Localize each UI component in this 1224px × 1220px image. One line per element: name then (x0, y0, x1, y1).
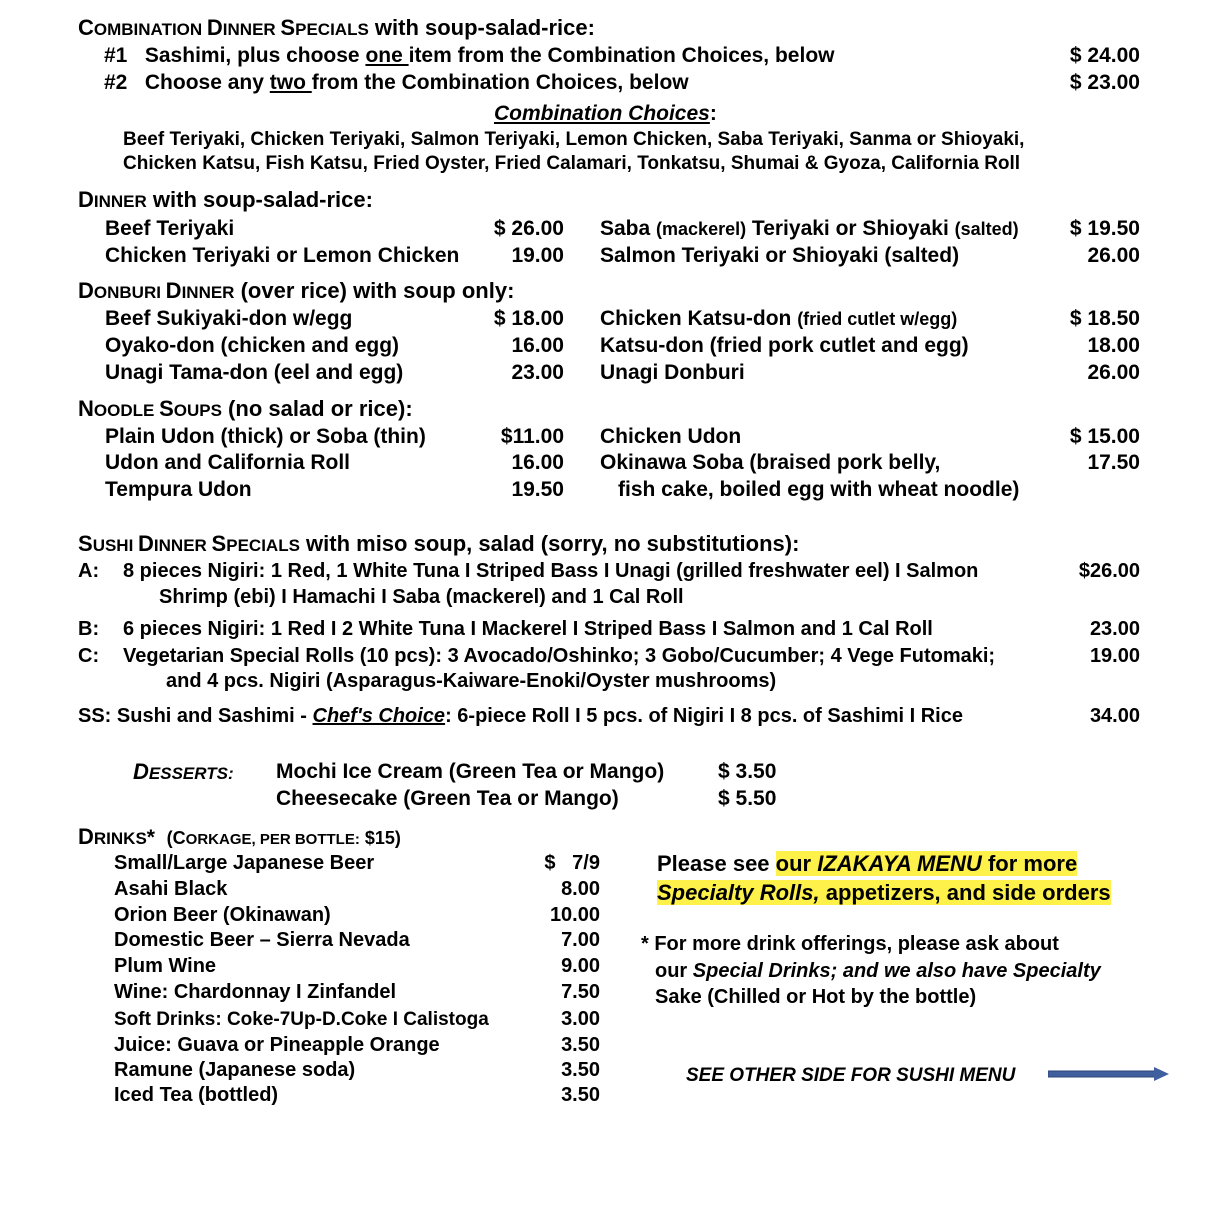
sushi-a-line-1: 8 pieces Nigiri: 1 Red, 1 White Tuna I Striped Bass I Unagi (grilled freshwater eel) I Salmon (123, 560, 979, 582)
donburi-item: Unagi Tama-don (eel and egg) (105, 361, 404, 384)
drink-item: Domestic Beer – Sierra Nevada (114, 929, 410, 951)
drink-item: Orion Beer (Okinawan) (114, 904, 331, 926)
dinner-item-price: 19.00 (511, 244, 564, 267)
drink-item-price: 8.00 (561, 878, 600, 900)
drink-item-price: 7.00 (561, 929, 600, 951)
donburi-item-price: 18.00 (1087, 334, 1140, 357)
noodle-item: Okinawa Soba (braised pork belly, (600, 451, 941, 474)
combo-item-1: #1 Sashimi, plus choose one item from the Combination Choices, below (104, 44, 835, 67)
sushi-c-line-2: and 4 pcs. Nigiri (Asparagus-Kaiware-Enoki/Oyster mushrooms) (166, 670, 777, 692)
donburi-item: Katsu-don (fried pork cutlet and egg) (600, 334, 969, 357)
drink-item: Small/Large Japanese Beer (114, 852, 375, 874)
drink-item: Wine: Chardonnay I Zinfandel (114, 981, 397, 1003)
donburi-item-price: 23.00 (511, 361, 564, 384)
noodle-item: Plain Udon (thick) or Soba (thin) (105, 425, 426, 448)
sushi-ss-price: 34.00 (1089, 705, 1140, 727)
noodle-item-continued: fish cake, boiled egg with wheat noodle) (618, 478, 1020, 501)
arrow-head (1154, 1067, 1169, 1081)
drink-item: Juice: Guava or Pineapple Orange (114, 1034, 440, 1056)
donburi-item: Beef Sukiyaki-don w/egg (105, 307, 353, 330)
sushi-b-price: 23.00 (1089, 618, 1140, 640)
donburi-item-price: $ 18.50 (1069, 307, 1140, 330)
noodle-heading: NOODLE SOUPS (no salad or rice): (78, 396, 413, 421)
combo-heading: COMBINATION DINNER SPECIALS with soup-salad-rice: (78, 15, 595, 40)
sushi-c-line-1: Vegetarian Special Rolls (10 pcs): 3 Avocado/Oshinko; 3 Gobo/Cucumber; 4 Vege Futomaki; (123, 645, 996, 667)
dinner-item: Salmon Teriyaki or Shioyaki (salted) (600, 244, 960, 267)
drink-item: Soft Drinks: Coke-7Up-D.Coke I Calistoga (114, 1009, 489, 1030)
noodle-item-price: $ 15.00 (1069, 425, 1140, 448)
sushi-c-label: C: (78, 645, 100, 667)
right-arrow-icon (1048, 1066, 1170, 1082)
drink-item-price: 7.50 (561, 981, 600, 1003)
drink-note-line-2: our Special Drinks; and we also have Specialty (655, 960, 1101, 982)
combo-choices-line-1: Beef Teriyaki, Chicken Teriyaki, Salmon Teriyaki, Lemon Chicken, Saba Teriyaki, Sanma or Shioyaki, (123, 129, 1025, 150)
sushi-ss-line: SS: Sushi and Sashimi - Chef's Choice: 6-piece Roll I 5 pcs. of Nigiri I 8 pcs. of Sashimi I Rice (78, 705, 963, 727)
combo-item-2: #2 Choose any two from the Combination Choices, below (104, 71, 689, 94)
sushi-b-line-1: 6 pieces Nigiri: 1 Red I 2 White Tuna I Mackerel I Striped Bass I Salmon and 1 Cal Roll (123, 618, 933, 640)
combo-choices-line-2: Chicken Katsu, Fish Katsu, Fried Oyster, Fried Calamari, Tonkatsu, Shumai & Gyoza, California Roll (123, 153, 1021, 174)
sushi-a-price: $26.00 (1078, 560, 1140, 582)
drink-item: Asahi Black (114, 878, 228, 900)
dinner-item-price: $ 19.50 (1069, 217, 1140, 240)
combo-choices-heading: Combination Choices: (494, 102, 717, 125)
izakaya-note-line-1: Please see our IZAKAYA MENU for more (657, 851, 1078, 876)
donburi-item: Oyako-don (chicken and egg) (105, 334, 400, 357)
drink-item: Ramune (Japanese soda) (114, 1059, 356, 1081)
sushi-b-label: B: (78, 618, 100, 640)
dinner-item: Saba (mackerel) Teriyaki or Shioyaki (salted) (600, 217, 1019, 240)
donburi-item-price: 16.00 (511, 334, 564, 357)
drink-item-price: 10.00 (549, 904, 600, 926)
combo-item-2-price: $ 23.00 (1069, 71, 1140, 94)
dessert-item-price: $ 5.50 (718, 787, 777, 810)
noodle-item: Tempura Udon (105, 478, 252, 501)
drink-item-price: 3.50 (561, 1059, 600, 1081)
sushi-heading: SUSHI DINNER SPECIALS with miso soup, salad (sorry, no substitutions): (78, 531, 800, 556)
dinner-item-price: 26.00 (1087, 244, 1140, 267)
dinner-heading: DINNER with soup-salad-rice: (78, 187, 373, 212)
arrow-shaft (1048, 1071, 1156, 1077)
noodle-item-price: 17.50 (1087, 451, 1140, 474)
dessert-item: Cheesecake (Green Tea or Mango) (276, 787, 619, 810)
drink-note-line-3: Sake (Chilled or Hot by the bottle) (655, 986, 977, 1008)
noodle-item-price: $11.00 (500, 425, 564, 448)
dessert-item: Mochi Ice Cream (Green Tea or Mango) (276, 760, 665, 783)
donburi-item: Chicken Katsu-don (fried cutlet w/egg) (600, 307, 958, 330)
noodle-item-price: 16.00 (511, 451, 564, 474)
donburi-item: Unagi Donburi (600, 361, 745, 384)
sushi-a-line-2: Shrimp (ebi) I Hamachi I Saba (mackerel) and 1 Cal Roll (159, 586, 684, 608)
drink-item-price: 3.50 (561, 1084, 600, 1106)
desserts-heading: DESSERTS: (133, 759, 234, 784)
dinner-item: Beef Teriyaki (105, 217, 235, 240)
drink-item-price: 3.00 (561, 1008, 600, 1030)
dessert-item-price: $ 3.50 (718, 760, 777, 783)
donburi-heading: DONBURI DINNER (over rice) with soup only: (78, 278, 515, 303)
dinner-item: Chicken Teriyaki or Lemon Chicken (105, 244, 460, 267)
noodle-item-price: 19.50 (511, 478, 564, 501)
drink-item: Iced Tea (bottled) (114, 1084, 279, 1106)
noodle-item: Udon and California Roll (105, 451, 350, 474)
donburi-item-price: $ 18.00 (493, 307, 564, 330)
combo-item-1-price: $ 24.00 (1069, 44, 1140, 67)
see-other-side-note: SEE OTHER SIDE FOR SUSHI MENU (686, 1065, 1016, 1086)
drink-item-price: 3.50 (561, 1034, 600, 1056)
drink-item-price: 9.00 (561, 955, 600, 977)
sushi-a-label: A: (78, 560, 100, 582)
drinks-heading: DRINKS* (CORKAGE, PER BOTTLE: $15) (78, 824, 401, 849)
drink-item-price: $ 7/9 (544, 852, 600, 874)
noodle-item: Chicken Udon (600, 425, 742, 448)
drink-item: Plum Wine (114, 955, 217, 977)
drink-note-line-1: * For more drink offerings, please ask about (641, 933, 1059, 955)
donburi-item-price: 26.00 (1087, 361, 1140, 384)
dinner-item-price: $ 26.00 (493, 217, 564, 240)
izakaya-note-line-2: Specialty Rolls, appetizers, and side orders (657, 880, 1111, 905)
sushi-c-price: 19.00 (1089, 645, 1140, 667)
